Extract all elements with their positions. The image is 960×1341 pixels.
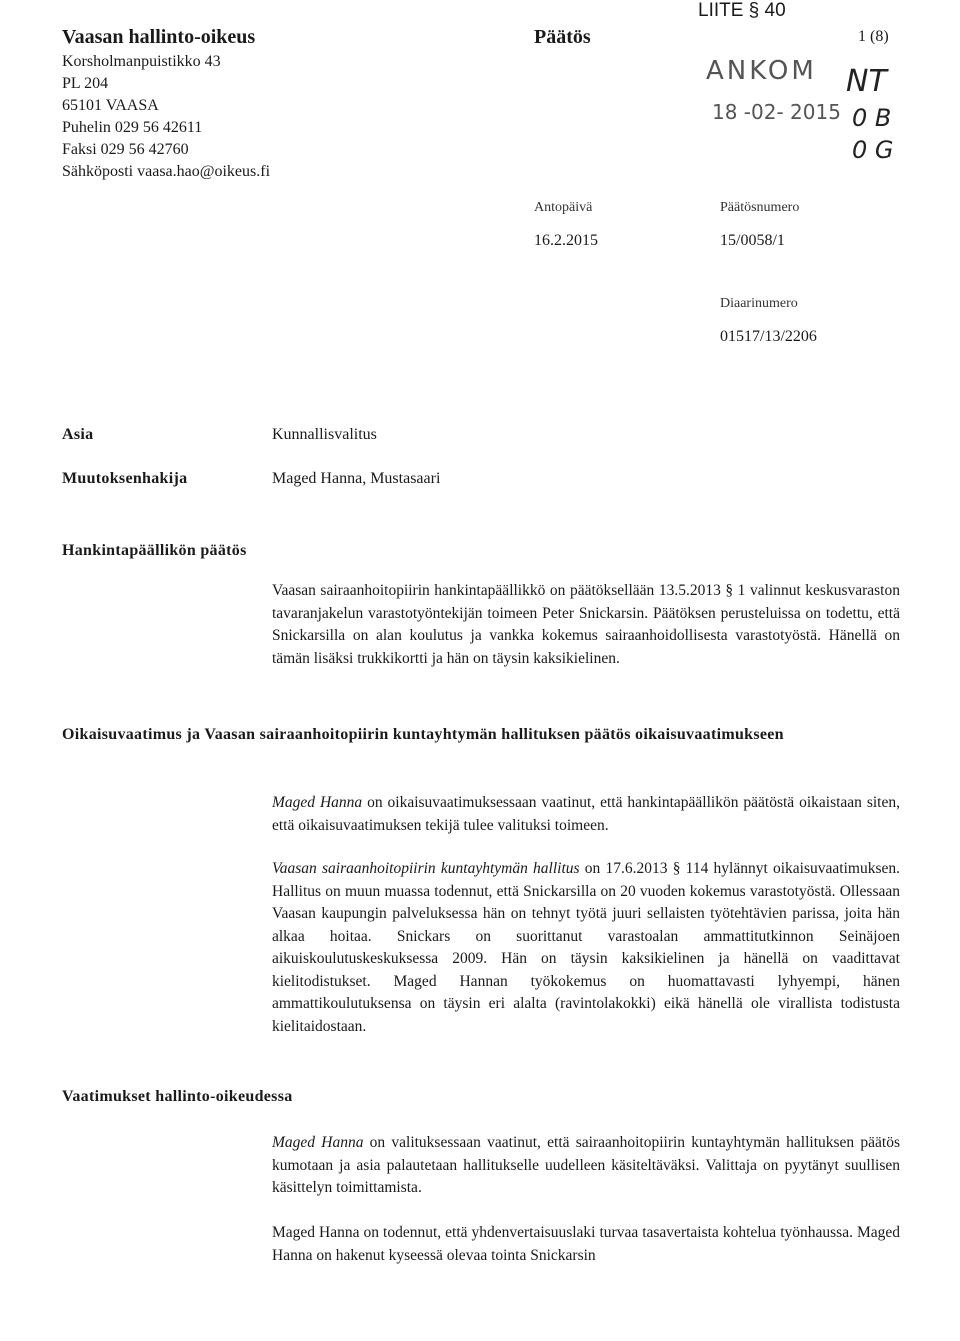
paragraph: Vaasan sairaanhoitopiirin kuntayhtymän hallitus on 17.6.2013 § 114 hylännyt oikaisuvaatimuksen. Hallitus on muun muassa todennut, että Snickarsilla on 20 vuoden kokemus varastotyöstä. Ollessaan Vaasan kaupungin palveluksessa hän on tehnyt työtä juuri sellaisten työtehtävien parissa, joita hän alkaa hoitaa. Snickars on suorittanut varastoalan ammattitutkinnon Seinäjoen aikuiskoulutuskeskuksessa 2009. Hän on täysin kaksikielinen ja hänellä on vaadittavat kielitodistukset. Maged Hannan työkokemus on huomattavasti lyhyempi, hänen ammattikoulutuksensa on täysin eri alalta (ravintolakokki) eikä hänellä ole virallista todistusta kielitaidostaan. <box>272 860 900 1035</box>
address-line: PL 204 <box>62 75 109 92</box>
document-type: Päätös <box>534 26 591 48</box>
subject-label: Asia <box>62 426 94 443</box>
subject-value: Kunnallisvalitus <box>272 426 377 443</box>
address-line: Puhelin 029 56 42611 <box>62 119 203 136</box>
party-name: Maged Hanna <box>272 1134 364 1151</box>
stamp-org: ANKOM <box>706 56 817 86</box>
attachment-label: LIITE § 40 <box>698 0 786 21</box>
party-name: Vaasan sairaanhoitopiirin kuntayhtymän hallitus <box>272 860 580 877</box>
date-value: 16.2.2015 <box>534 232 598 249</box>
record-number-label: Diaarinumero <box>720 296 798 311</box>
decision-number-label: Päätösnumero <box>720 200 800 215</box>
stamp-date: 18 -02- 2015 <box>712 100 841 124</box>
address-line: Korsholmanpuistikko 43 <box>62 53 221 70</box>
paragraph: Maged Hanna on todennut, että yhdenvertaisuuslaki turvaa tasavertaista kohtelua työnhaussa. Maged Hanna on hakenut kyseessä olevaa tointa Snickarsin <box>272 1224 900 1264</box>
section-heading: Hankintapäällikön päätös <box>62 542 247 559</box>
handwritten-initials: NT <box>846 64 887 99</box>
address-line: 65101 VAASA <box>62 97 159 114</box>
date-label: Antopäivä <box>534 200 593 215</box>
org-name: Vaasan hallinto-oikeus <box>62 26 256 48</box>
paragraph: Vaasan sairaanhoitopiirin hankintapäällikkö on päätöksellään 13.5.2013 § 1 valinnut keskusvaraston tavaranjakelun varastotyöntekijän toimeen Peter Snickarsin. Päätöksen perusteluissa on todettu, että Snickarsilla on alan koulutus ja vankka kokemus sairaanhoidollisesta varastotyöstä. Hänellä on tämän lisäksi trukkikortti ja hän on täysin kaksikielinen. <box>272 582 900 667</box>
address-line: Sähköposti vaasa.hao@oikeus.fi <box>62 163 271 180</box>
record-number-value: 01517/13/2206 <box>720 328 817 345</box>
section-heading: Oikaisuvaatimus ja Vaasan sairaanhoitopiirin kuntayhtymän hallituksen päätös oikaisuvaatimukseen <box>62 726 784 743</box>
address-line: Faksi 029 56 42760 <box>62 141 189 158</box>
handwritten-note: 0 B <box>852 104 892 132</box>
sender-block <box>62 26 270 183</box>
decision-number-value: 15/0058/1 <box>720 232 785 249</box>
handwritten-note: 0 G <box>852 136 894 164</box>
page-number: 1 (8) <box>858 28 889 45</box>
paragraph: Maged Hanna on valituksessaan vaatinut, että sairaanhoitopiirin kuntayhtymän hallituksen päätös kumotaan ja asia palautetaan hallitukselle uudelleen käsiteltäväksi. Valittaja on pyytänyt suullisen käsittelyn toimittamista. <box>272 1134 900 1196</box>
appellant-value: Maged Hanna, Mustasaari <box>272 470 441 487</box>
party-name: Maged Hanna <box>272 794 363 811</box>
section-heading: Vaatimukset hallinto-oikeudessa <box>62 1088 293 1105</box>
paragraph: Maged Hanna on oikaisuvaatimuksessaan vaatinut, että hankintapäällikön päätöstä oikaistaan siten, että oikaisuvaatimuksen tekijä tulee valituksi toimeen. <box>272 794 900 834</box>
appellant-label: Muutoksenhakija <box>62 470 188 487</box>
